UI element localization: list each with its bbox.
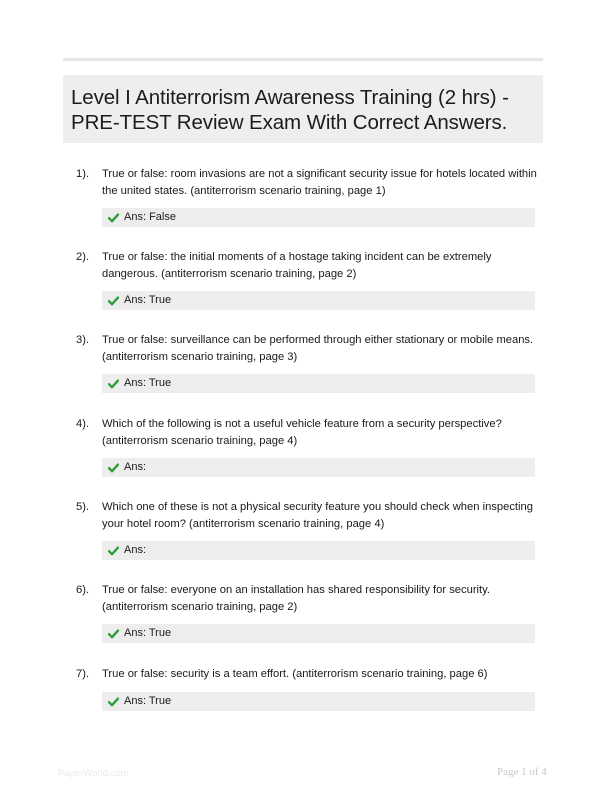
question-number: 6). — [76, 584, 90, 596]
answer-box — [102, 692, 535, 711]
answer-text: Ans: — [124, 461, 147, 473]
page-number: Page 1 of 4 — [497, 766, 547, 778]
answer-text: Ans: True — [124, 627, 172, 639]
top-divider — [63, 58, 543, 61]
answer-box — [102, 374, 535, 393]
question-number: 3). — [76, 334, 90, 346]
question-text: Which of the following is not a useful vehicle feature from a security perspective? (antiterrorism scenario training, page 4) — [102, 418, 502, 447]
checkmark-icon — [108, 213, 119, 223]
document-title: Level I Antiterrorism Awareness Training (2 hrs) - PRE-TEST Review Exam With Correct Answers. — [71, 86, 509, 134]
question-text: True or false: security is a team effort. (antiterrorism scenario training, page 6) — [102, 668, 488, 680]
answer-box — [102, 458, 535, 477]
footer-watermark: PaperWorld.com — [58, 768, 129, 779]
checkmark-icon — [108, 296, 119, 306]
checkmark-icon — [108, 379, 119, 389]
question-text: True or false: the initial moments of a hostage taking incident can be extremely dangerous. (antiterrorism scenario training, page 2) — [102, 251, 492, 280]
answer-text: Ans: True — [124, 377, 172, 389]
checkmark-icon — [108, 463, 119, 473]
question-text: True or false: everyone on an installation has shared responsibility for security. (antiterrorism scenario training, page 2) — [102, 584, 491, 613]
question-number: 4). — [76, 418, 90, 430]
answer-text: Ans: False — [124, 211, 176, 223]
answer-text: Ans: True — [124, 695, 172, 707]
answer-box — [102, 624, 535, 643]
question-text: True or false: surveillance can be performed through either stationary or mobile means. (antiterrorism scenario training, page 3) — [102, 334, 534, 363]
checkmark-icon — [108, 629, 119, 639]
question-number: 7). — [76, 668, 90, 680]
question-number: 5). — [76, 501, 90, 513]
question-text: True or false: room invasions are not a significant security issue for hotels located within the united states. (antiterrorism scenario training, page 1) — [102, 168, 537, 197]
answer-box — [102, 291, 535, 310]
question-number: 2). — [76, 251, 90, 263]
checkmark-icon — [108, 697, 119, 707]
answer-box — [102, 208, 535, 227]
answer-text: Ans: — [124, 544, 147, 556]
answer-box — [102, 541, 535, 560]
title-banner — [63, 75, 543, 143]
checkmark-icon — [108, 546, 119, 556]
question-text: Which one of these is not a physical security feature you should check when inspecting your hotel room? (antiterrorism scenario training, page 4) — [102, 501, 533, 530]
question-number: 1). — [76, 168, 90, 180]
answer-text: Ans: True — [124, 294, 172, 306]
